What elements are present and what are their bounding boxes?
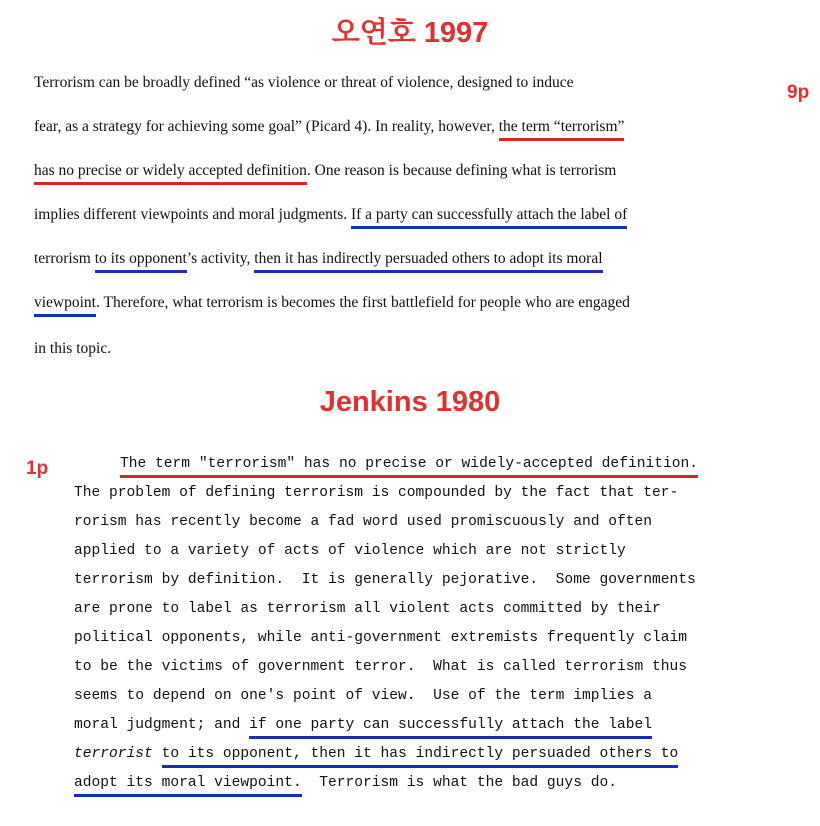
upper-line-4-text: implies different viewpoints and moral judgments. (34, 206, 351, 223)
upper-line-1: Terrorism can be broadly defined “as violence or threat of violence, designed to induce (34, 74, 574, 91)
blue-underlined-phrase: adopt its moral viewpoint. (74, 775, 302, 797)
upper-line-5-text: terrorism (34, 250, 95, 267)
italic-term: terrorist (74, 746, 153, 762)
page-tag-9p: 9p (787, 82, 810, 103)
blue-underlined-phrase: If a party can successfully attach the label of (351, 206, 627, 229)
red-underlined-phrase: The term "terrorism" has no precise or widely-accepted definition. (120, 456, 698, 478)
lower-line-11 (74, 746, 774, 762)
upper-line-5 (34, 250, 794, 268)
upper-line-2-text: fear, as a strategy for achieving some goal” (Picard 4). In reality, however, (34, 118, 499, 135)
blue-underlined-phrase: to its opponent (95, 250, 187, 273)
upper-line-7: in this topic. (34, 340, 112, 357)
heading-jenkins-1980: Jenkins 1980 (319, 386, 501, 418)
lower-line-10 (74, 717, 774, 733)
red-underlined-phrase: has no precise or widely accepted definition (34, 162, 307, 185)
upper-line-3 (34, 162, 794, 180)
lower-line-12 (74, 775, 774, 791)
blue-underlined-phrase: viewpoint (34, 294, 96, 317)
upper-line-2 (34, 118, 794, 136)
upper-line-6 (34, 294, 794, 312)
lower-line-11-space (153, 746, 162, 762)
lower-line-4: applied to a variety of acts of violence which are not strictly (74, 543, 626, 559)
lower-line-5: terrorism by definition. It is generally pejorative. Some governments (74, 572, 696, 588)
lower-line-2: The problem of defining terrorism is compounded by the fact that ter- (74, 485, 679, 501)
lower-line-9: seems to depend on one's point of view. Use of the term implies a (74, 688, 653, 704)
upper-line-6-text: . Therefore, what terrorism is becomes the first battlefield for people who are engaged (96, 294, 630, 311)
lower-line-10-text: moral judgment; and (74, 717, 250, 733)
blue-underlined-phrase: then it has indirectly persuaded others to adopt its moral (254, 250, 602, 273)
lower-line-1 (120, 456, 820, 472)
lower-line-12-text: Terrorism is what the bad guys do. (301, 775, 617, 791)
heading-oh-yeon-ho-1997: 오연호 1997 (331, 17, 489, 49)
page-tag-1p: 1p (26, 458, 49, 479)
upper-line-5-text: ’s activity, (186, 250, 255, 267)
blue-underlined-phrase: if one party can successfully attach the label (249, 717, 652, 739)
lower-line-3: rorism has recently become a fad word used promiscuously and often (74, 514, 653, 530)
upper-line-4 (34, 206, 794, 224)
lower-line-7: political opponents, while anti-government extremists frequently claim (74, 630, 688, 646)
lower-line-6: are prone to label as terrorism all violent acts committed by their (74, 601, 661, 617)
blue-underlined-phrase: to its opponent, then it has indirectly persuaded others to (162, 746, 679, 768)
lower-line-8: to be the victims of government terror. What is called terrorism thus (74, 659, 688, 675)
red-underlined-phrase: the term “terrorism” (499, 118, 625, 141)
upper-line-3-text: . One reason is because defining what is terrorism (306, 162, 617, 179)
